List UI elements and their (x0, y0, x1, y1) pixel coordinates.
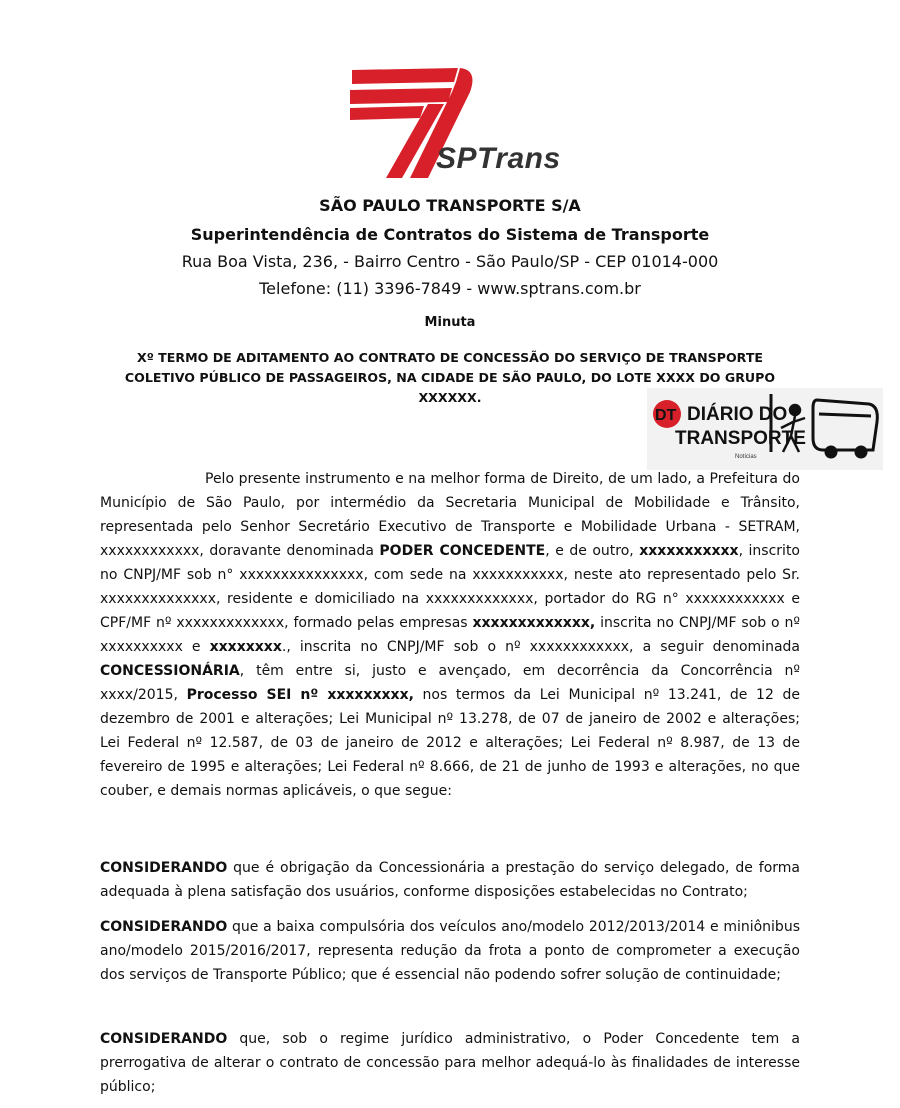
dt-line2: TRANSPORTE (675, 428, 806, 449)
dt-line1: DIÁRIO DO (687, 404, 788, 425)
dt-initials: DT (655, 407, 677, 424)
draft-label: Minuta (424, 315, 476, 330)
sptrans-wordmark: SPTrans (436, 142, 561, 175)
diario-do-transporte-watermark (647, 388, 883, 470)
bus-icon (813, 400, 877, 457)
company-contact: Telefone: (11) 3396-7849 - www.sptrans.com.br (259, 279, 641, 298)
document-title: Xº TERMO DE ADITAMENTO AO CONTRATO DE CONCESSÃO DO SERVIÇO DE TRANSPORTE COLETIVO PÚBLICO DE PASSAGEIROS, NA CIDADE DE SÃO PAULO, DO LOTE XXXX DO GRUPO XXXXXX. (124, 350, 776, 405)
intro-paragraph: Pelo presente instrumento e na melhor forma de Direito, de um lado, a Prefeitura do Município de São Paulo, por intermédio da Secretaria Municipal de Mobilidade e Trânsito, representada pelo Senhor Secretário Executivo de Transporte e Mobilidade Urbana - SETRAM, xxxxxxxxxxxx, doravante denominada PODER CONCEDENTE, e de outro, xxxxxxxxxxx, inscrito no CNPJ/MF sob n° xxxxxxxxxxxxxxx, com sede na xxxxxxxxxxx, neste ato representado pelo Sr. xxxxxxxxxxxxxx, residente e domiciliado na xxxxxxxxxxxxx, portador do RG n° xxxxxxxxxxxx e CPF/MF nº xxxxxxxxxxxxx, formado pelas empresas xxxxxxxxxxxxx, inscrita no CNPJ/MF sob o nº xxxxxxxxxx e xxxxxxxx., inscrita no CNPJ/MF sob o nº xxxxxxxxxxxx, a seguir denominada CONCESSIONÁRIA, têm entre si, justo e avençado, em decorrência da Concorrência nº xxxx/2015, Processo SEI nº xxxxxxxxx, nos termos da Lei Municipal nº 13.241, de 12 de dezembro de 2001 e alterações; Lei Municipal nº 13.278, de 07 de janeiro de 2002 e alterações; Lei Federal nº 12.587, de 03 de janeiro de 2012 e alterações; Lei Federal nº 8.987, de 13 de fevereiro de 1995 e alterações; Lei Federal nº 8.666, de 21 de junho de 1993 e alterações, no que couber, e demais normas aplicáveis, o que segue: (100, 471, 801, 799)
department-name: Superintendência de Contratos do Sistema de Transporte (190, 225, 710, 244)
consideration-1: CONSIDERANDO que é obrigação da Concessionária a prestação do serviço delegado, de forma adequada à plena satisfação dos usuários, conforme disposições estabelecidas no Contrato; (100, 860, 800, 900)
company-name: SÃO PAULO TRANSPORTE S/A (319, 196, 581, 215)
consideration-2: CONSIDERANDO que a baixa compulsória dos veículos ano/modelo 2012/2013/2014 e miniônibus ano/modelo 2015/2016/2017, representa redução da frota a ponto de comprometer a execução dos serviços de Transporte Público; que é essencial não podendo sofrer solução de continuidade; (100, 919, 800, 983)
dt-tag: Notícias (735, 454, 757, 460)
company-address: Rua Boa Vista, 236, - Bairro Centro - São Paulo/SP - CEP 01014-000 (181, 252, 719, 271)
consideration-3: CONSIDERANDO que, sob o regime jurídico administrativo, o Poder Concedente tem a prerrogativa de alterar o contrato de concessão para melhor adequá-lo às finalidades de interesse público; (100, 1031, 800, 1095)
